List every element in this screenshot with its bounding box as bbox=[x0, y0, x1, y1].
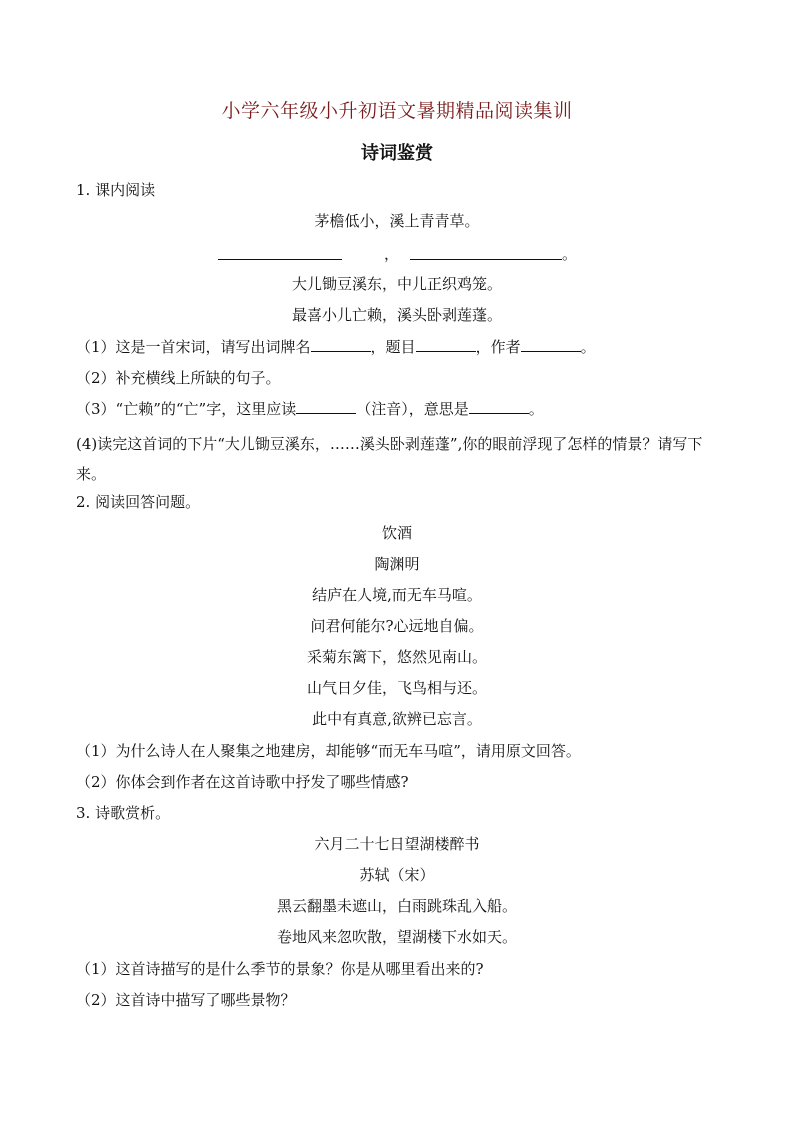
question-1-sub-1 bbox=[76, 336, 596, 358]
pinyin-blank[interactable] bbox=[296, 399, 356, 414]
poem-1-period: 。 bbox=[562, 245, 578, 263]
poem-2-title: 饮酒 bbox=[381, 524, 412, 542]
q1-s3-text-c: 。 bbox=[528, 400, 544, 418]
question-2-sub-2: （2）你体会到作者在这首诗歌中抒发了哪些情感? bbox=[76, 773, 409, 791]
title-blank[interactable] bbox=[416, 337, 476, 352]
document-title: 小学六年级小升初语文暑期精品阅读集训 bbox=[221, 100, 573, 122]
question-1-sub-2: （2）补充横线上所缺的句子。 bbox=[76, 369, 281, 387]
poem-1-comma: ， bbox=[384, 245, 400, 263]
poem-3-title: 六月二十七日望湖楼醉书 bbox=[314, 835, 480, 853]
poem-3-author: 苏轼（宋） bbox=[359, 866, 435, 884]
poem-1-line-3: 大儿锄豆溪东，中儿正织鸡笼。 bbox=[291, 275, 502, 293]
cipai-blank[interactable] bbox=[311, 337, 371, 352]
poem-1-line-1: 茅檐低小，溪上青青草。 bbox=[314, 212, 480, 230]
meaning-blank[interactable] bbox=[469, 399, 529, 414]
poem-2-line-3: 采菊东篱下，悠然见南山。 bbox=[306, 648, 487, 666]
q1-s3-text-b: （注音），意思是 bbox=[356, 400, 469, 418]
question-1-sub-3 bbox=[76, 398, 544, 420]
question-1-sub-4: (4)读完这首词的下片“大儿锄豆溪东，……溪头卧剥莲蓬”,你的眼前浮现了怎样的情景？请写下来。 bbox=[76, 435, 703, 483]
poem-2-line-2: 问君何能尔?心远地自偏。 bbox=[310, 617, 484, 635]
q1-s1-text-d: 。 bbox=[580, 338, 596, 356]
question-3-sub-1: （1）这首诗描写的是什么季节的景象？你是从哪里看出来的? bbox=[76, 960, 484, 978]
answer-blank-line-1[interactable] bbox=[218, 258, 342, 260]
poem-2-line-1: 结庐在人境,而无车马喧。 bbox=[312, 586, 482, 604]
question-1-heading: 1. 课内阅读 bbox=[76, 181, 156, 199]
q1-s3-text-a: （3）“亡赖”的“亡”字，这里应读 bbox=[76, 400, 297, 418]
poem-2-line-4: 山气日夕佳，飞鸟相与还。 bbox=[306, 679, 487, 697]
q1-s1-text-a: （1）这是一首宋词，请写出词牌名 bbox=[76, 338, 311, 356]
poem-3-line-1: 黑云翻墨未遮山，白雨跳珠乱入船。 bbox=[276, 897, 517, 915]
question-2-sub-1: （1）为什么诗人在人聚集之地建房，却能够“而无车马喧”，请用原文回答。 bbox=[76, 742, 581, 760]
question-3-heading: 3. 诗歌赏析。 bbox=[76, 804, 171, 822]
answer-blank-line-2[interactable] bbox=[410, 258, 562, 260]
q1-s1-text-b: ，题目 bbox=[370, 338, 416, 356]
q1-s1-text-c: ，作者 bbox=[475, 338, 521, 356]
poem-3-line-2: 卷地风来忽吹散，望湖楼下水如天。 bbox=[276, 928, 517, 946]
author-blank[interactable] bbox=[521, 337, 581, 352]
question-3-sub-2: （2）这首诗中描写了哪些景物？ bbox=[76, 991, 296, 1009]
question-2-heading: 2. 阅读回答问题。 bbox=[76, 493, 201, 511]
poem-2-author: 陶渊明 bbox=[374, 555, 420, 573]
section-title: 诗词鉴赏 bbox=[361, 143, 433, 164]
poem-1-line-4: 最喜小儿亡赖，溪头卧剥莲蓬。 bbox=[291, 306, 502, 324]
poem-2-line-5: 此中有真意,欲辨已忘言。 bbox=[312, 710, 482, 728]
